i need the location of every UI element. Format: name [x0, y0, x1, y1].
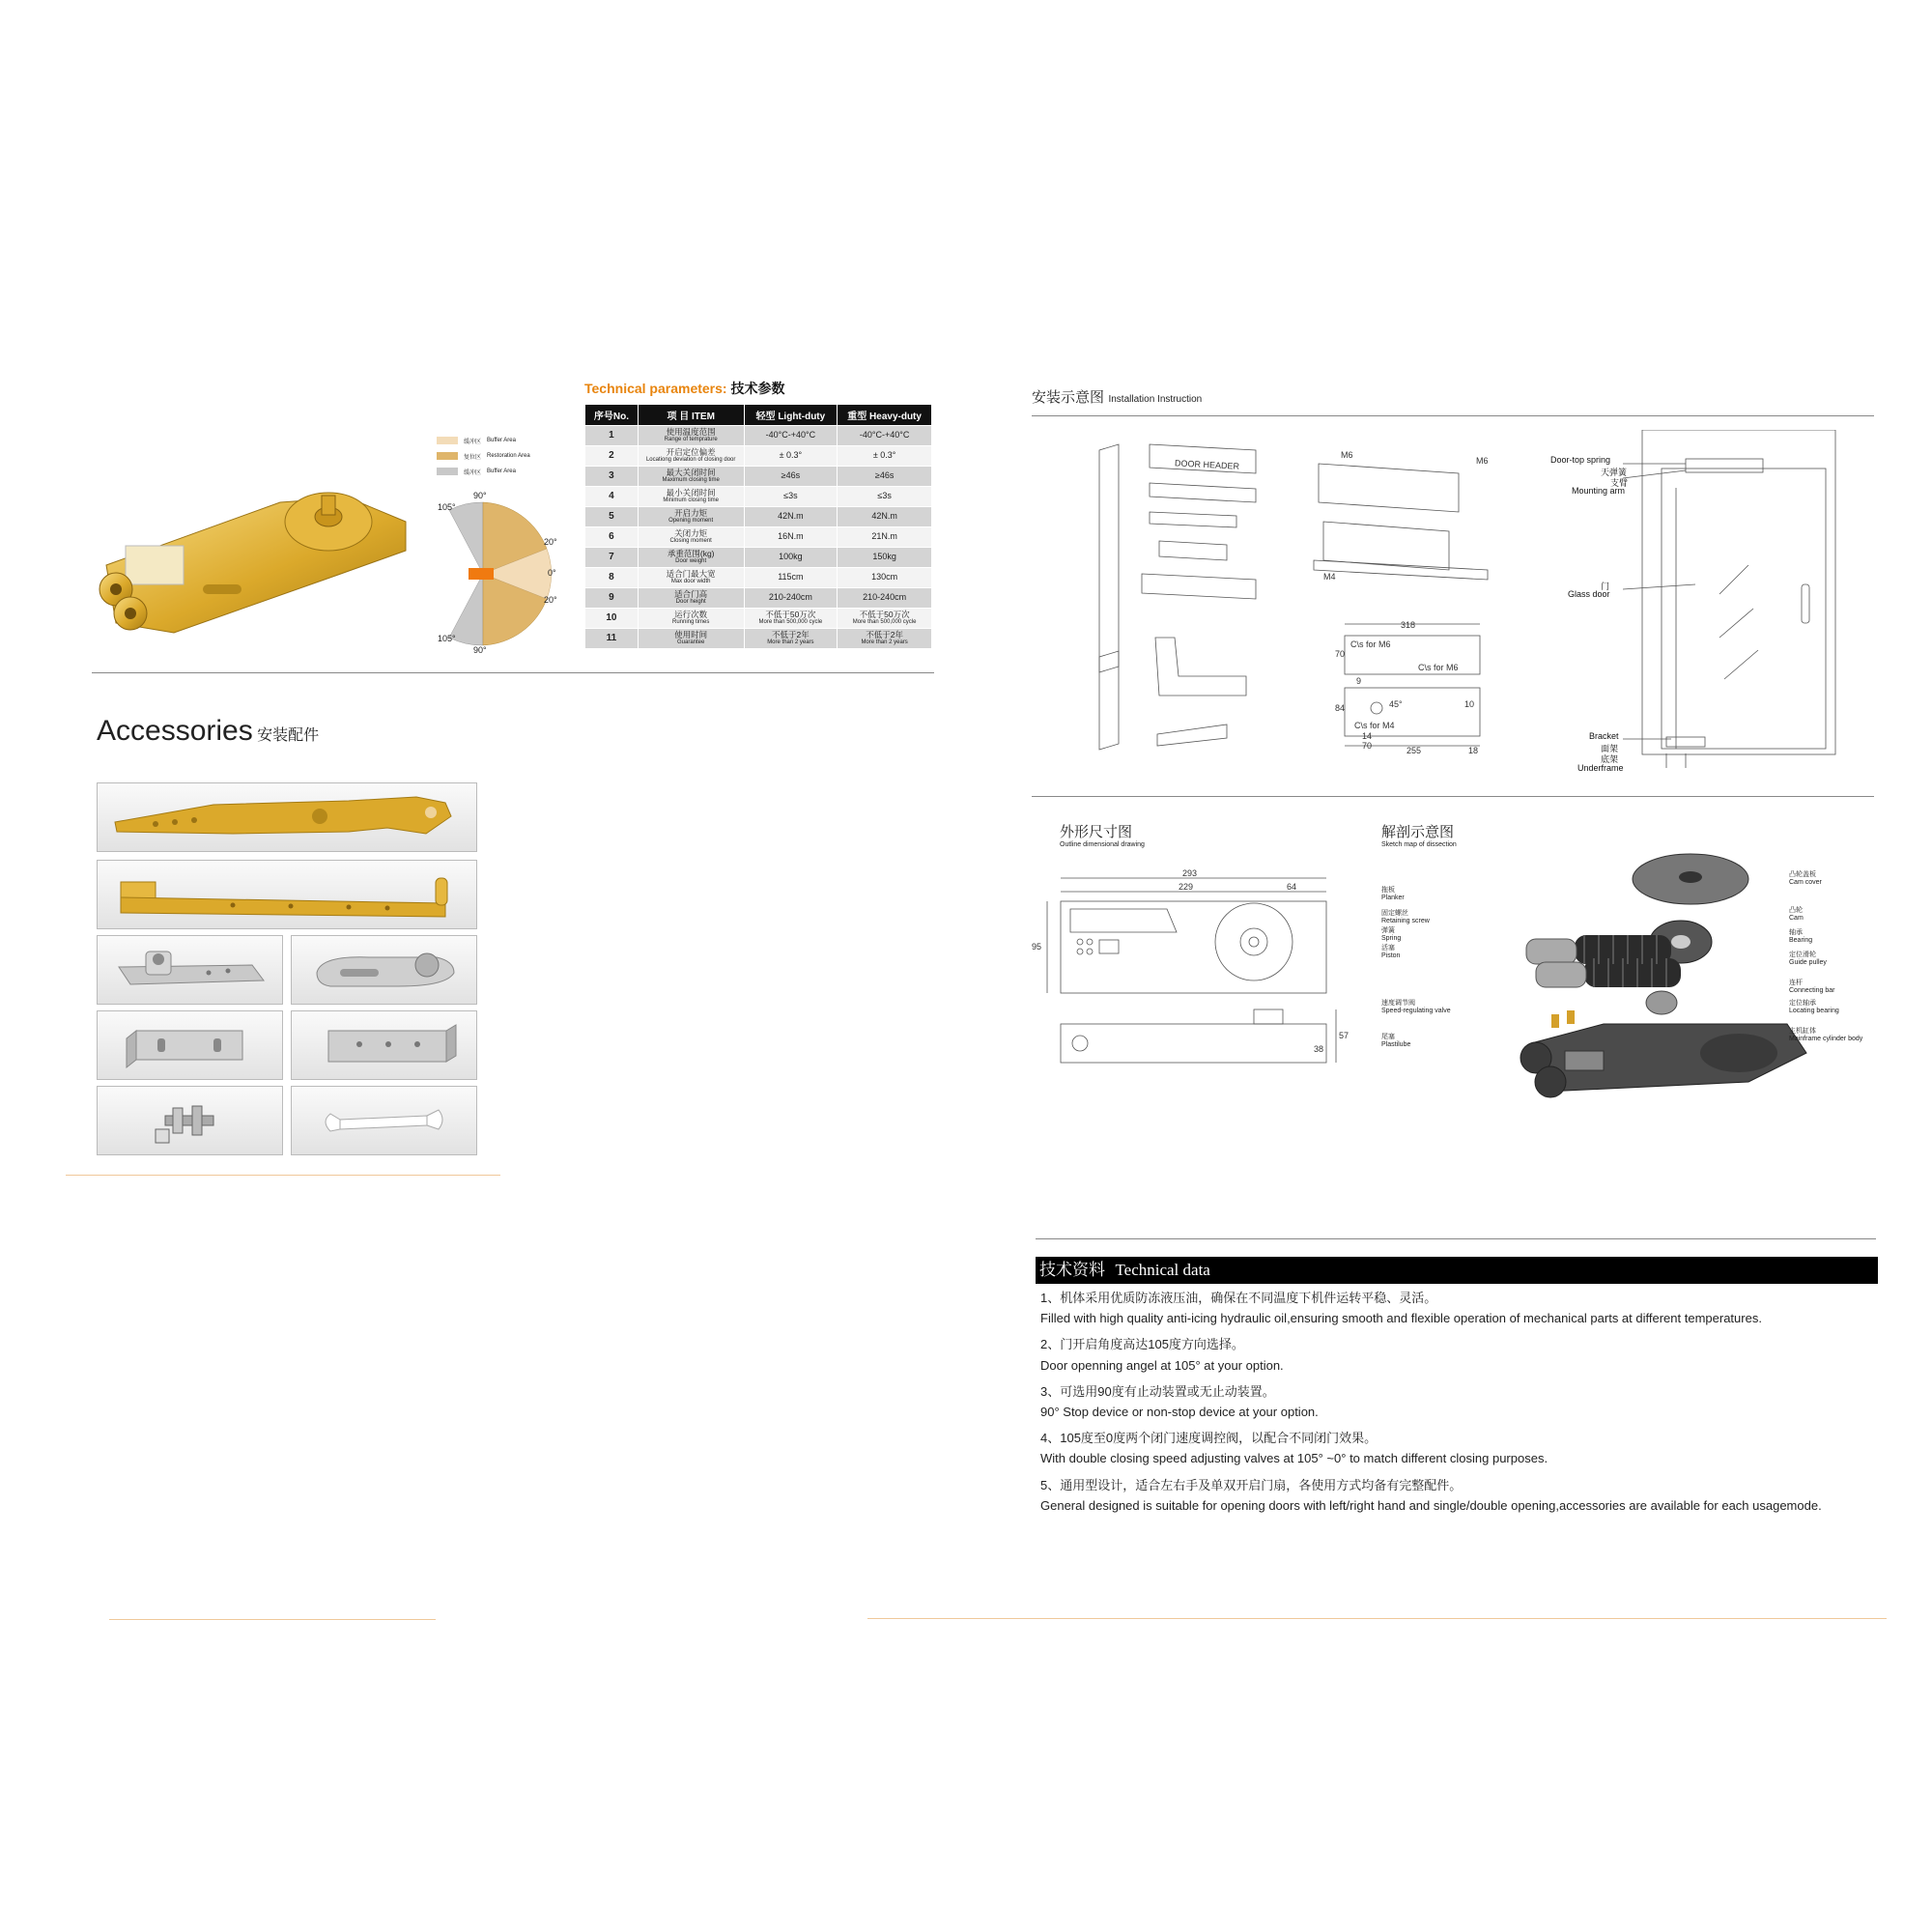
callout-label: 面架 — [1601, 744, 1619, 753]
dimension-label: 10 — [1464, 699, 1475, 709]
table-cell: 16N.m — [744, 527, 838, 548]
callout-label: 轴承 Bearing — [1789, 929, 1813, 944]
table-row — [585, 426, 932, 446]
dissection-title — [1381, 821, 1457, 848]
callout-label: 支臂 — [1610, 478, 1629, 488]
angle-label: 20° — [544, 595, 557, 605]
divider — [1036, 1238, 1876, 1239]
dissection-drawing — [1381, 850, 1874, 1111]
dissection-left-labels — [1381, 887, 1488, 1050]
callout-label: 凸轮盖板 Cam cover — [1789, 871, 1822, 886]
table-cell: 适合门高 Door height — [638, 588, 744, 609]
dimension-label: 255 — [1406, 746, 1422, 755]
callout-label: 主机缸体 Mainframe cylinder body — [1789, 1028, 1863, 1042]
table-cell: ≥46s — [838, 467, 932, 487]
table-row — [585, 609, 932, 629]
table-row — [585, 629, 932, 649]
opening-angle-diagram — [430, 493, 575, 657]
dissection-title-en: Sketch map of dissection — [1381, 841, 1457, 848]
table-cell: 使用温度范围 Range of temprature — [638, 426, 744, 446]
legend-item — [437, 433, 530, 448]
angle-label: 105° — [438, 502, 456, 512]
installation-title — [1032, 386, 1202, 407]
dissection-right-labels — [1789, 871, 1876, 1044]
floor-spring-product-image — [87, 478, 415, 642]
callout-label: Glass door — [1568, 589, 1610, 599]
table-cell: 使用时间 Guarantee — [638, 629, 744, 649]
tech-data-header — [1036, 1257, 1878, 1284]
table-cell: 210-240cm — [838, 588, 932, 609]
callout-label: 尾塞 Plastilube — [1381, 1034, 1411, 1048]
table-cell: ≤3s — [744, 487, 838, 507]
divider — [1032, 415, 1874, 416]
table-cell: 7 — [585, 548, 639, 568]
accessory-pivot-plate — [97, 935, 283, 1005]
table-cell: 不低于50万次 More than 500,000 cycle — [744, 609, 838, 629]
tech-data-title-cn: 技术资料 — [1039, 1261, 1105, 1279]
table-cell: 承重范围(kg) Door weight — [638, 548, 744, 568]
callout-label: 天弹簧 — [1601, 468, 1628, 477]
table-header-row — [585, 405, 932, 426]
installation-title-cn: 安装示意图 — [1032, 389, 1105, 406]
table-cell: 不低于2年 More than 2 years — [838, 629, 932, 649]
legend-item — [437, 448, 530, 464]
tech-data-line: Filled with high quality anti-icing hydraulic oil,ensuring smooth and flexible operation of mechanical parts at different temperatures. — [1040, 1311, 1762, 1326]
table-row — [585, 527, 932, 548]
installation-title-en: Installation Instruction — [1108, 394, 1203, 405]
legend-label-en: Buffer Area — [487, 438, 516, 443]
dimension-label: 95 — [1032, 942, 1042, 952]
screw-label: M6 — [1476, 456, 1489, 466]
table-cell: 150kg — [838, 548, 932, 568]
tech-data-line: 5、通用型设计，适合左右手及单双开启门扇，各使用方式均备有完整配件。 — [1040, 1477, 1463, 1492]
dimension-label: 45° — [1389, 699, 1403, 709]
accessory-bracket-bar — [97, 860, 477, 929]
dimension-label: 14 — [1362, 731, 1373, 741]
angle-label: 0° — [548, 568, 556, 578]
table-cell: ± 0.3° — [838, 446, 932, 467]
dimension-label: 38 — [1314, 1044, 1324, 1054]
callout-label: 弹簧 Spring — [1381, 927, 1402, 942]
table-cell: 42N.m — [744, 507, 838, 527]
accessory-angle-bracket-b — [291, 1010, 477, 1080]
dimension-label: 70 — [1362, 741, 1373, 751]
outline-title-en: Outline dimensional drawing — [1060, 841, 1145, 848]
table-cell: 5 — [585, 507, 639, 527]
accessory-pivot-socket — [291, 935, 477, 1005]
outline-title-cn: 外形尺寸图 — [1060, 824, 1133, 840]
tech-params-title — [584, 379, 784, 398]
accessories-title — [97, 715, 319, 748]
legend-label-cn: 复位区 — [464, 454, 482, 461]
legend-label-cn: 缓冲区 — [464, 439, 482, 445]
dimension-label: C\s for M6 — [1350, 639, 1391, 649]
table-cell: 100kg — [744, 548, 838, 568]
dimension-label: 318 — [1401, 620, 1416, 630]
tech-data-line: 2、门开启角度高达105度方向选择。 — [1040, 1337, 1244, 1352]
legend-swatch — [437, 437, 458, 444]
table-cell: 9 — [585, 588, 639, 609]
divider — [867, 1618, 1887, 1619]
table-cell: ≤3s — [838, 487, 932, 507]
legend-label-en: Buffer Area — [487, 469, 516, 474]
callout-label: Underframe — [1577, 763, 1624, 773]
callout-label: 连杆 Connecting bar — [1789, 980, 1835, 994]
divider — [1032, 796, 1874, 797]
table-cell: -40°C-+40°C — [838, 426, 932, 446]
tech-params-table — [584, 404, 932, 649]
outline-title — [1060, 821, 1145, 848]
tech-params-title-cn: 技术参数 — [730, 381, 785, 396]
callout-label: 活塞 Piston — [1381, 945, 1401, 959]
callout-label: 拖板 Planker — [1381, 887, 1405, 901]
callout-label: Door-top spring — [1550, 455, 1611, 465]
table-row — [585, 588, 932, 609]
tech-data-line: 3、可选用90度有止动装置或无止动装置。 — [1040, 1383, 1275, 1399]
callout-label: 定位轴承 Locating bearing — [1789, 1000, 1839, 1014]
callout-label: 凸轮 Cam — [1789, 907, 1804, 922]
dimension-label: 64 — [1287, 882, 1297, 892]
column-header: 重型 Heavy-duty — [838, 405, 932, 426]
dimension-label: 57 — [1339, 1031, 1350, 1040]
table-row — [585, 507, 932, 527]
tech-data-title-en: Technical data — [1115, 1261, 1210, 1279]
accessory-wrench — [291, 1086, 477, 1155]
table-cell: 210-240cm — [744, 588, 838, 609]
tech-data-line: With double closing speed adjusting valves at 105° ~0° to match different closing purposes. — [1040, 1451, 1548, 1466]
table-cell: 关闭力矩 Closing moment — [638, 527, 744, 548]
table-cell: 1 — [585, 426, 639, 446]
callout-label: 速度调节阀 Speed-regulating valve — [1381, 1000, 1451, 1014]
table-cell: 适合门最大宽 Max door width — [638, 568, 744, 588]
dimension-label: 84 — [1335, 703, 1346, 713]
glass-door-drawing — [1550, 430, 1840, 778]
accessory-angle-bracket-a — [97, 1010, 283, 1080]
table-cell: 6 — [585, 527, 639, 548]
accessory-mounting-arm — [97, 782, 477, 852]
divider — [66, 1175, 500, 1176]
angle-legend — [437, 433, 530, 479]
legend-label-en: Restoration Area — [487, 453, 530, 459]
dimension-label: 9 — [1356, 676, 1362, 686]
legend-item — [437, 464, 530, 479]
table-row — [585, 467, 932, 487]
legend-swatch — [437, 468, 458, 475]
table-cell: 最大关闭时间 Maximum closing time — [638, 467, 744, 487]
column-header: 轻型 Light-duty — [744, 405, 838, 426]
callout-label: 门 — [1601, 582, 1610, 591]
dissection-title-cn: 解剖示意图 — [1381, 824, 1455, 840]
table-cell: 10 — [585, 609, 639, 629]
column-header: 项 目 ITEM — [638, 405, 744, 426]
callout-label: 固定螺丝 Retaining screw — [1381, 910, 1430, 924]
table-row — [585, 446, 932, 467]
divider — [109, 1619, 436, 1620]
divider — [92, 672, 934, 673]
dimension-label: C\s for M4 — [1354, 721, 1395, 730]
outline-drawing — [1032, 865, 1350, 1077]
table-cell: 3 — [585, 467, 639, 487]
dimension-label: 18 — [1468, 746, 1479, 755]
table-cell: 2 — [585, 446, 639, 467]
dimension-label: 229 — [1179, 882, 1194, 892]
door-header-label: DOOR HEADER — [1174, 458, 1240, 471]
table-cell: -40°C-+40°C — [744, 426, 838, 446]
dimension-label: C\s for M6 — [1418, 663, 1459, 672]
table-cell: 开启定位偏差 Locationg deviation of closing door — [638, 446, 744, 467]
dimension-label: 70 — [1335, 649, 1346, 659]
tech-data-line: 90° Stop device or non-stop device at your option. — [1040, 1405, 1319, 1419]
table-cell: 最小关闭时间 Minimum closing time — [638, 487, 744, 507]
table-row — [585, 487, 932, 507]
callout-label: Bracket — [1589, 731, 1619, 741]
callout-label: 底架 — [1601, 754, 1619, 764]
table-cell: ≥46s — [744, 467, 838, 487]
table-cell: 8 — [585, 568, 639, 588]
installation-exploded-drawing — [1082, 435, 1555, 782]
table-cell: 不低于2年 More than 2 years — [744, 629, 838, 649]
column-header: 序号No. — [585, 405, 639, 426]
table-cell: 11 — [585, 629, 639, 649]
accessories-title-en: Accessories — [97, 715, 253, 747]
table-cell: 不低于50万次 More than 500,000 cycle — [838, 609, 932, 629]
table-cell: 4 — [585, 487, 639, 507]
tech-data-line: General designed is suitable for opening doors with left/right hand and single/double opening,accessories are available for each usagemode. — [1040, 1497, 1822, 1513]
table-row — [585, 568, 932, 588]
tech-data-line: 1、机体采用优质防冻液压油，确保在不同温度下机件运转平稳、灵活。 — [1040, 1291, 1437, 1305]
table-cell: 运行次数 Running times — [638, 609, 744, 629]
legend-label-cn: 缓冲区 — [464, 469, 482, 476]
tech-data-line: Door openning angel at 105° at your option. — [1040, 1357, 1284, 1373]
legend-swatch — [437, 452, 458, 460]
angle-label: 105° — [438, 634, 456, 643]
table-cell: 42N.m — [838, 507, 932, 527]
callout-label: 定位滑轮 Guide pulley — [1789, 952, 1827, 966]
angle-label: 90° — [473, 645, 487, 655]
table-cell: 21N.m — [838, 527, 932, 548]
table-row — [585, 548, 932, 568]
screw-label: M4 — [1323, 572, 1336, 582]
table-cell: 130cm — [838, 568, 932, 588]
table-cell: 开启力矩 Opening moment — [638, 507, 744, 527]
angle-label: 90° — [473, 491, 487, 500]
tech-data-line: 4、105度至0度两个闭门速度调控阀，以配合不同闭门效果。 — [1040, 1431, 1378, 1446]
angle-label: 20° — [544, 537, 557, 547]
accessories-title-cn: 安装配件 — [257, 727, 320, 744]
table-cell: ± 0.3° — [744, 446, 838, 467]
screw-label: M6 — [1341, 450, 1353, 460]
callout-label: Mounting arm — [1572, 486, 1626, 496]
dimension-label: 293 — [1182, 868, 1198, 878]
table-cell: 115cm — [744, 568, 838, 588]
tech-params-title-en: Technical parameters: — [584, 381, 727, 396]
accessory-bolt-set — [97, 1086, 283, 1155]
